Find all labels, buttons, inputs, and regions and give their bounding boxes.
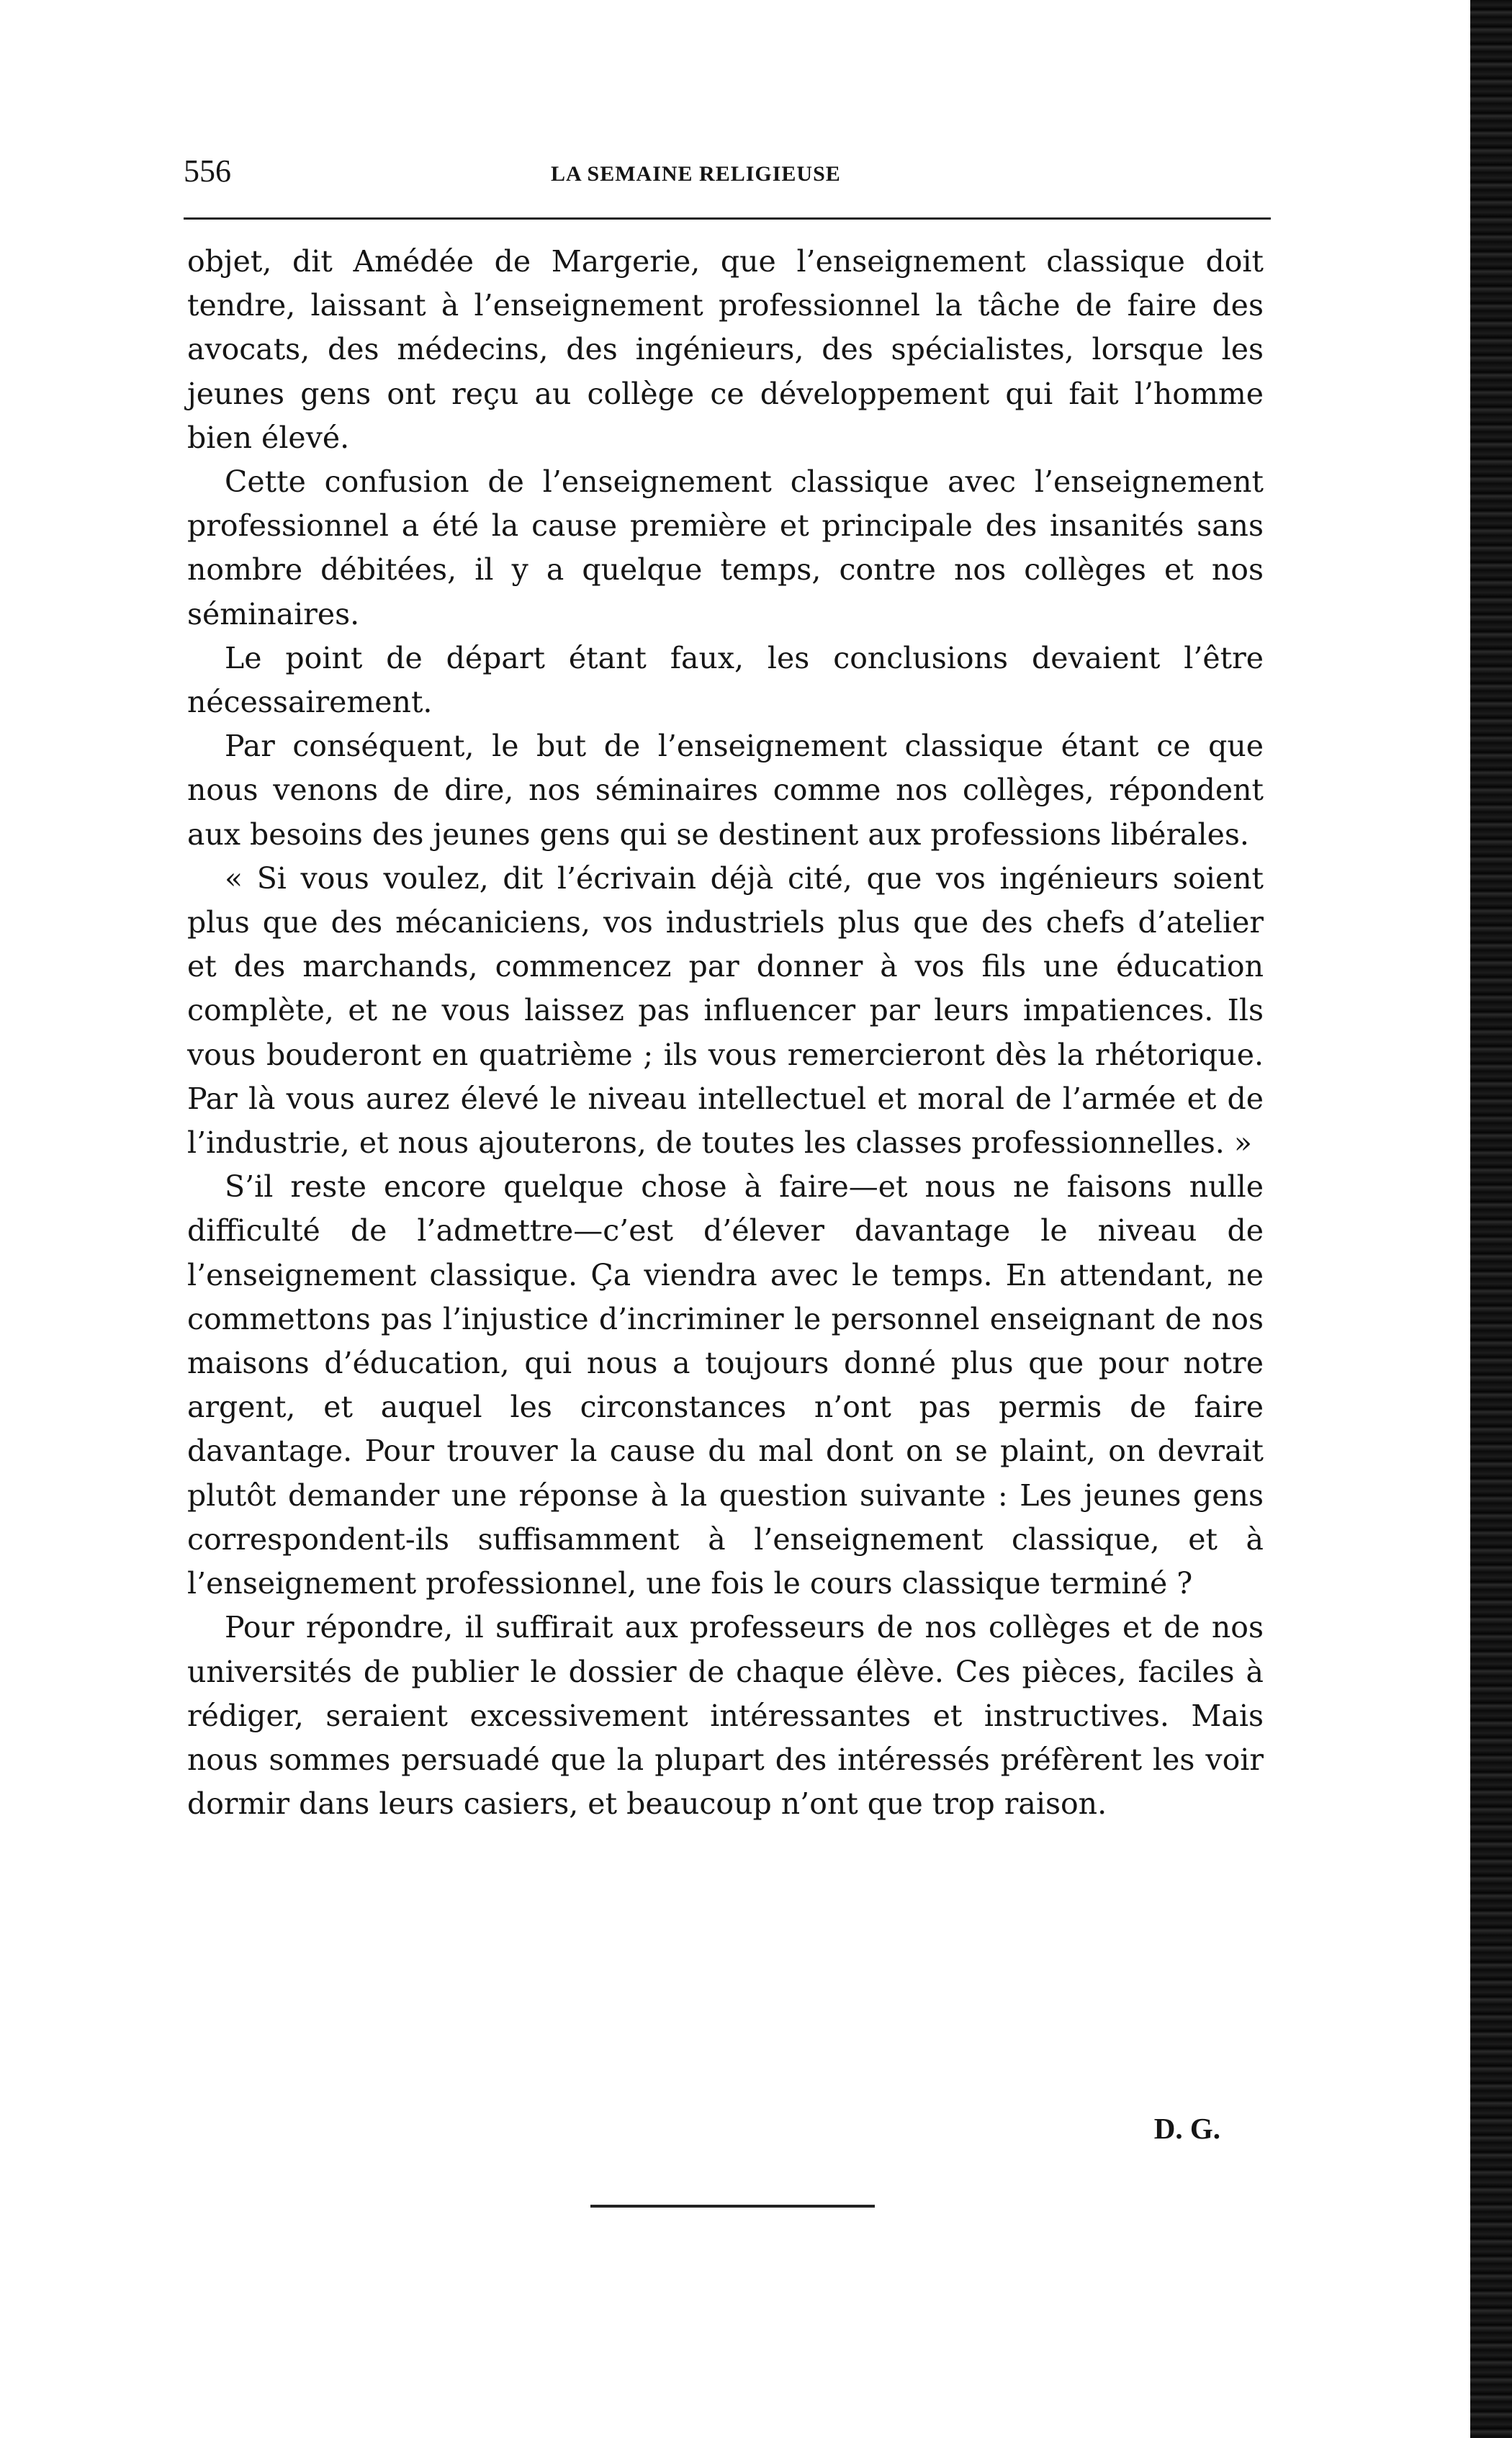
paragraph-1: objet, dit Amédée de Margerie, que l’enseignement classique doit tendre, laissant à l’enseignement professionnel la tâche de faire des avocats, des médecins, des ingénieurs, des spécialistes, lorsque les jeunes gens ont reçu au collège ce développement qui fait l’homme bien élevé. — [187, 244, 1264, 455]
scan-binding-edge — [1470, 0, 1512, 2438]
article-body — [187, 240, 1264, 1826]
paragraph-4: Par conséquent, le but de l’enseignement classique étant ce que nous venons de dire, nos séminaires comme nos collèges, répondent aux besoins des jeunes gens qui se destinent aux professions libérales. — [187, 729, 1264, 852]
page-header — [184, 153, 1271, 210]
paragraph-3: Le point de départ étant faux, les conclusions devaient l’être nécessairement. — [187, 640, 1264, 720]
paragraph-2: Cette confusion de l’enseignement classique avec l’enseignement professionnel a été la cause première et principale des insanités sans nombre débitées, il y a quelque temps, contre nos collèges et nos séminaires. — [187, 464, 1264, 631]
author-signature: D. G. — [1153, 2112, 1220, 2145]
header-rule — [184, 217, 1271, 220]
paragraph-6: S’il reste encore quelque chose à faire—et nous ne faisons nulle difficulté de l’admettre—c’est d’élever davantage le niveau de l’enseignement classique. Ça viendra avec le temps. En attendant, ne commettons pas l’injustice d’incriminer le personnel enseignant de nos maisons d’éducation, qui nous a toujours donné plus que pour notre argent, et auquel les circonstances n’ont pas permis de faire davantage. Pour trouver la cause du mal dont on se plaint, on devrait plutôt demander une réponse à la question suivante : Les jeunes gens correspondent-ils suffisamment à l’enseignement classique, et à l’enseignement professionnel, une fois le cours classique terminé ? — [187, 1169, 1264, 1601]
running-title: LA SEMAINE RELIGIEUSE — [551, 162, 841, 186]
paragraph-5-quotation: « Si vous voulez, dit l’écrivain déjà cité, que vos ingénieurs soient plus que des mécaniciens, vos industriels plus que des chefs d’atelier et des marchands, commencez par donner à vos fils une éducation complète, et ne vous laissez pas influencer par leurs impatiences. Ils vous bouderont en quatrième ; ils vous remercieront dès la rhétorique. Par là vous aurez élevé le niveau intellectuel et moral de l’armée et de l’industrie, et nous ajouterons, de toutes les classes professionnelles. » — [187, 860, 1264, 1161]
end-rule — [590, 2205, 875, 2208]
paragraph-7: Pour répondre, il suffirait aux professeurs de nos collèges et de nos universités de publier le dossier de chaque élève. Ces pièces, faciles à rédiger, seraient excessivement intéressantes et instructives. Mais nous sommes persuadé que la plupart des intéressés préfèrent les voir dormir dans leurs casiers, et beaucoup n’ont que trop raison. — [187, 1610, 1264, 1822]
page-number: 556 — [184, 153, 231, 189]
